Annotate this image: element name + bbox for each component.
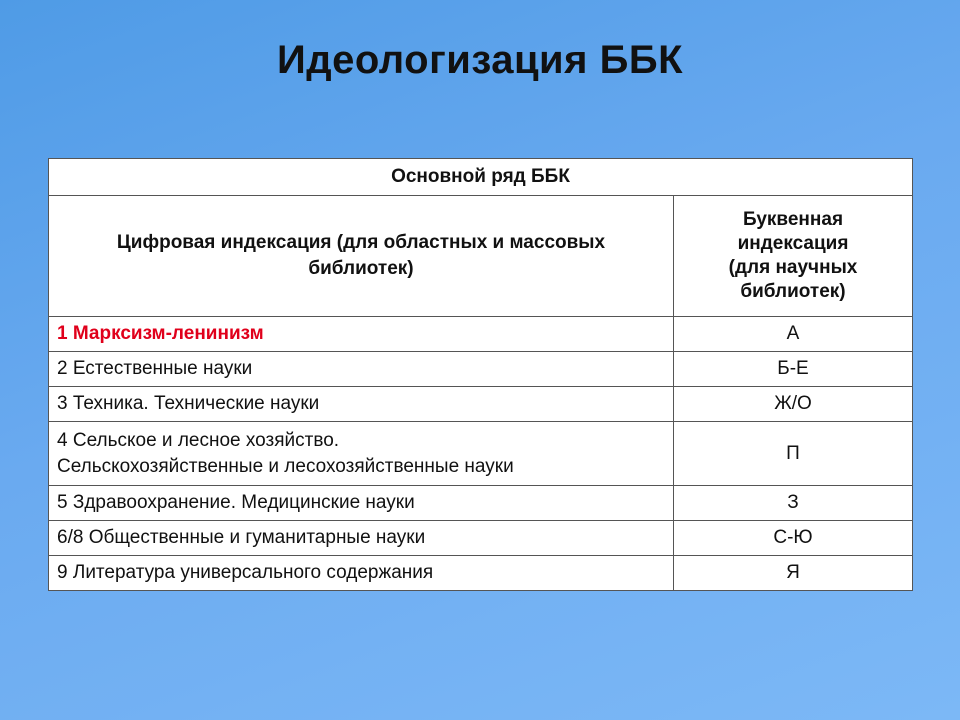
row-digital-label: 6/8 Общественные и гуманитарные науки [49,521,674,556]
row-letter-code: Б-Е [674,352,913,387]
table-main-header-row [49,159,913,196]
slide-title: Идеологизация ББК [276,38,684,82]
letter-index-header-line: индексация [737,233,849,254]
row-digital-label [49,422,674,486]
table-row [49,422,913,486]
row-digital-label-line: 4 Сельское и лесное хозяйство. [57,429,340,451]
row-digital-label: 3 Техника. Технические науки [49,387,674,422]
letter-index-header-line: библиотек) [740,281,846,302]
table-row [49,521,913,556]
row-letter-code: П [674,422,913,486]
table-row [49,317,913,352]
row-digital-label: 1 Марксизм-ленинизм [49,317,674,352]
letter-index-header [674,196,913,317]
row-digital-label: 5 Здравоохранение. Медицинские науки [49,486,674,521]
table-column-header-row [49,196,913,317]
row-letter-code: С-Ю [674,521,913,556]
row-letter-code: З [674,486,913,521]
row-letter-code: Ж/О [674,387,913,422]
main-header-cell: Основной ряд ББК [49,159,913,196]
row-digital-label: 2 Естественные науки [49,352,674,387]
table-row [49,486,913,521]
letter-index-header-line: Буквенная [742,209,844,230]
row-digital-label-line: Сельскохозяйственные и лесохозяйственные науки [57,455,514,477]
bbk-table [48,158,913,591]
digital-index-header: Цифровая индексация (для областных и массовых библиотек) [49,196,674,317]
row-letter-code: Я [674,556,913,591]
table-row [49,387,913,422]
row-letter-code: А [674,317,913,352]
table-row [49,352,913,387]
table-row [49,556,913,591]
letter-index-header-line: (для научных [728,257,858,278]
row-digital-label: 9 Литература универсального содержания [49,556,674,591]
